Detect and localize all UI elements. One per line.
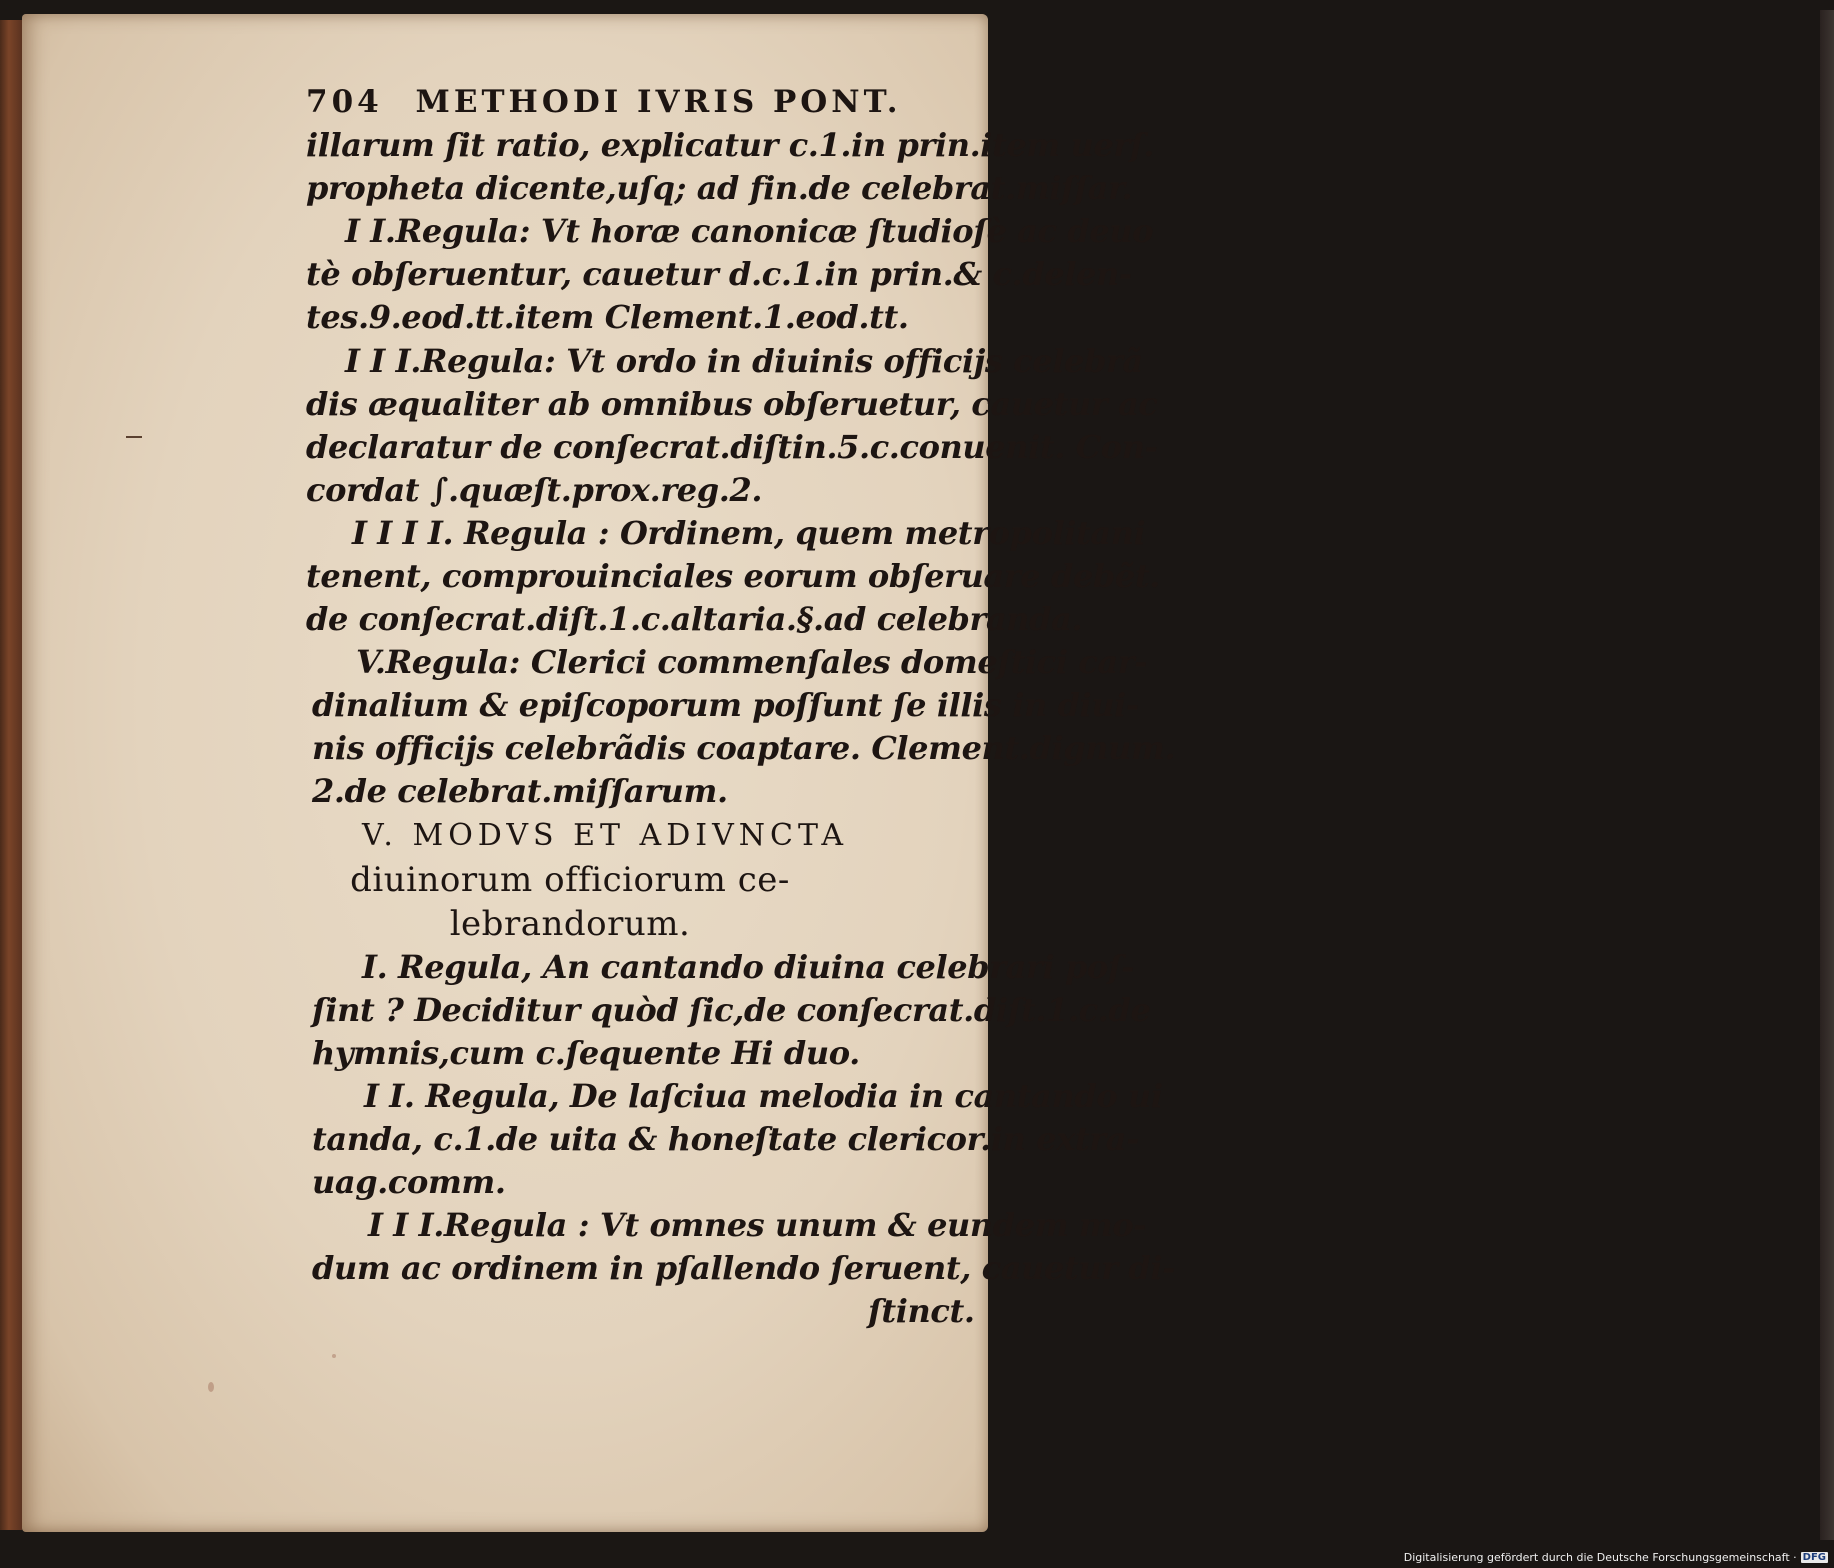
text-line: uag.comm. [312, 1163, 506, 1201]
section-heading: V. MODVS ET ADIVNCTA [362, 818, 849, 853]
book-page [22, 14, 1176, 1532]
text-line: propheta dicente,uſq; ad fin.de celebrat.miſſar. [306, 169, 1133, 207]
page-stain [332, 1354, 336, 1358]
text-line: dis æqualiter ab omnibus obſeruetur, cauetur ac [306, 385, 1158, 423]
margin-mark [126, 436, 142, 438]
text-line: nis officijs celebrãdis coaptare. Clement.dignum. [312, 729, 1176, 767]
dfg-logo: DFG [1802, 1551, 1826, 1563]
section-heading-line-2: diuinorum officiorum ce- [350, 860, 790, 900]
text-line: I. Regula, An cantando diuina celebrari poſ- [362, 948, 1135, 986]
digitization-footer [1404, 1549, 1828, 1565]
text-line: illarum ſit ratio, explicatur c.1.in prin.item uerſ. [306, 126, 1154, 164]
text-line: dinalium & epiſcoporum poſſunt ſe illis in diui- [312, 686, 1139, 724]
text-line: ſtinct. [868, 1292, 975, 1330]
running-title: METHODI IVRIS PONT. [415, 84, 902, 120]
text-line: cordat ∫.quæſt.prox.reg.2. [306, 471, 763, 509]
text-line: I I I I. Regula : Ordinem, quem metropolitani [352, 514, 1146, 552]
text-line: tè obſeruentur, cauetur d.c.1.in prin.& c.delen- [306, 255, 1132, 293]
text-line: I I I.Regula: Vt ordo in diuinis officijs celebrã [345, 342, 1143, 380]
section-heading-line-3: lebrandorum. [449, 904, 691, 944]
text-line: de conſecrat.diſt.1.c.altaria.§.ad celebranda. [306, 600, 1083, 638]
text-line: I I I.Regula : Vt omnes unum & eundem mo- [368, 1206, 1147, 1244]
text-line: ſint ? Deciditur quòd ſic,de conſecrat.diſt.1.c.de [312, 991, 1151, 1029]
text-line: tes.9.eod.tt.item Clement.1.eod.tt. [306, 298, 909, 336]
text-line: tenent, comprouinciales eorum obſeruare debẽt. [306, 557, 1160, 595]
page-header [306, 84, 1272, 120]
text-line: hymnis,cum c.ſequente Hi duo. [312, 1034, 860, 1072]
text-line: I I.Regula: Vt horæ canonicæ ſtudioſè ac deuo [345, 212, 1154, 250]
text-line: tanda, c.1.de uita & honeſtate clericor.in extra- [312, 1120, 1139, 1158]
text-line: 2.de celebrat.miſſarum. [312, 772, 728, 810]
page-number: 704 [306, 84, 383, 120]
text-line: V.Regula: Clerici commenſales domeſtici car- [356, 643, 1148, 681]
text-line: declaratur de conſecrat.diſtin.5.c.conuenit. Con- [306, 428, 1158, 466]
book-edge-left [0, 20, 22, 1530]
page-stain [208, 1382, 214, 1392]
footer-text: Digitalisierung gefördert durch die Deutsche Forschungsgemeinschaft · [1403, 1550, 1797, 1564]
text-line: I I. Regula, De laſciua melodia in cantando ui [364, 1077, 1163, 1115]
text-line: dum ac ordinem in pſallendo ſeruent, cauetur di- [312, 1249, 1176, 1287]
